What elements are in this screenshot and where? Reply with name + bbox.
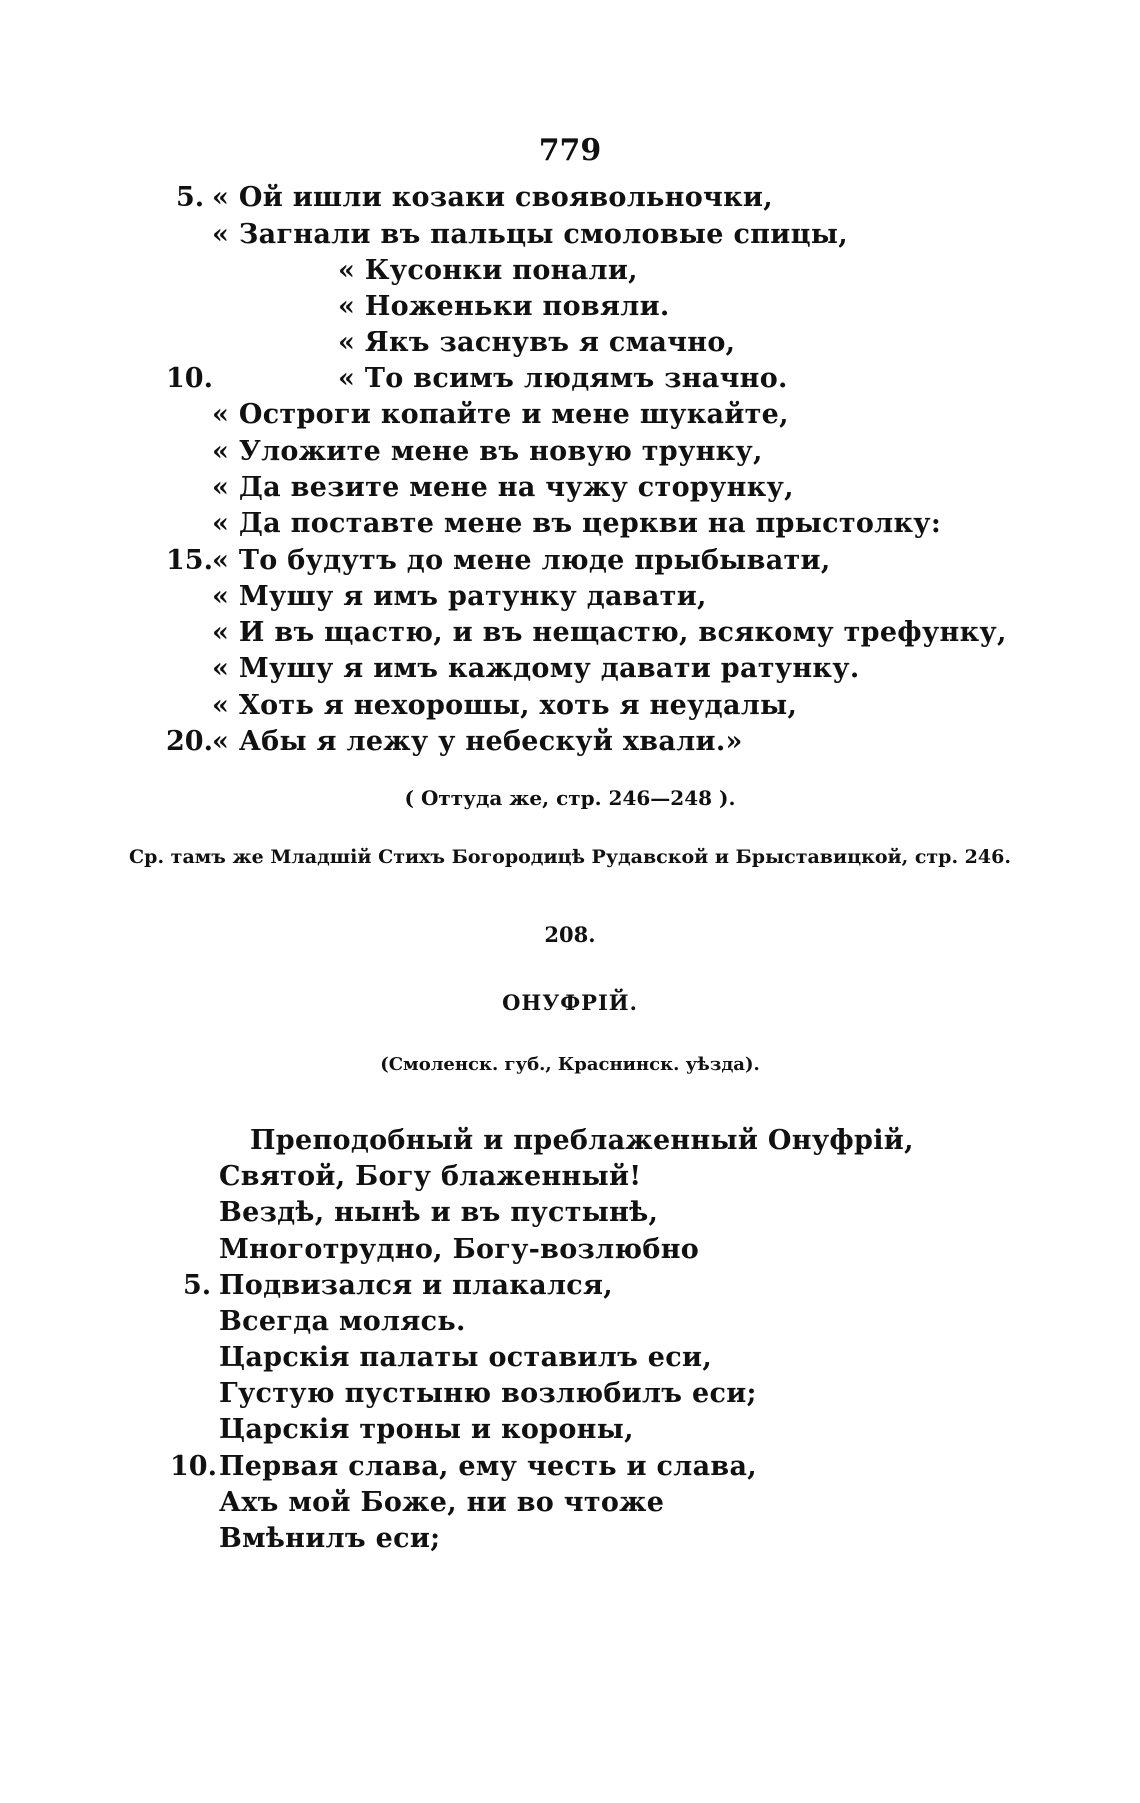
verse-line: « Кусонки понали, xyxy=(338,255,638,286)
line-number: 10. xyxy=(166,363,213,394)
verse-line: « И въ щастю, и въ нещастю, всякому трефунку, xyxy=(212,617,1007,648)
verse-line: Густую пустыню возлюбилъ еси; xyxy=(219,1378,757,1409)
verse-line: Вмѣнилъ еси; xyxy=(219,1523,441,1554)
poem-title: ОНУФРІЙ. xyxy=(502,990,638,1015)
verse-line: Первая слава, ему честь и слава, xyxy=(219,1451,757,1482)
verse-line: « Да поставте мене въ церкви на прыстолку: xyxy=(212,508,942,539)
cross-reference: Ср. тамъ же Младшій Стихъ Богородицѣ Рудавской и Брыставицкой, стр. 246. xyxy=(129,846,1011,868)
line-number: 20. xyxy=(166,726,213,757)
verse-line: Преподобный и преблаженный Онуфрій, xyxy=(250,1125,914,1156)
verse-line: « Загнали въ пальцы смоловые спицы, xyxy=(212,219,848,250)
section-number: 208. xyxy=(544,922,596,947)
verse-line: « Да везите мене на чужу сторунку, xyxy=(212,472,794,503)
verse-line: Всегда молясь. xyxy=(219,1306,466,1337)
source-note: ( Оттуда же, стр. 246—248 ). xyxy=(404,786,736,810)
verse-line: Царскія троны и короны, xyxy=(219,1414,634,1445)
line-number: 10. xyxy=(170,1451,217,1482)
verse-line: Многотрудно, Богу-возлюбно xyxy=(219,1234,700,1265)
verse-line: « Остроги копайте и мене шукайте, xyxy=(212,399,789,430)
verse-line: Вездѣ, нынѣ и въ пустынѣ, xyxy=(219,1197,659,1228)
verse-line: « То всимъ людямъ значно. xyxy=(338,363,788,394)
line-number: 5. xyxy=(176,182,205,213)
verse-line: « Якъ заснувъ я смачно, xyxy=(338,327,736,358)
region-note: (Смоленск. губ., Краснинск. уѣзда). xyxy=(380,1054,760,1075)
verse-line: « Ой ишли козаки своявольночки, xyxy=(212,182,773,213)
verse-line: « Мушу я имъ каждому давати ратунку. xyxy=(212,653,860,684)
verse-line: « То будутъ до мене люде прыбывати, xyxy=(212,545,831,576)
verse-line: « Хоть я нехорошы, хоть я неудалы, xyxy=(212,690,798,721)
verse-line: Ахъ мой Боже, ни во чтоже xyxy=(219,1487,665,1518)
verse-line: Подвизался и плакался, xyxy=(219,1270,613,1301)
verse-line: « Абы я лежу у небескуй хвали.» xyxy=(212,726,743,757)
verse-line: « Уложите мене въ новую трунку, xyxy=(212,436,763,467)
page-number: 779 xyxy=(538,133,602,168)
verse-line: Святой, Богу блаженный! xyxy=(219,1161,642,1192)
line-number: 5. xyxy=(183,1270,212,1301)
verse-line: « Мушу я имъ ратунку давати, xyxy=(212,581,707,612)
verse-line: « Ноженьки повяли. xyxy=(338,291,670,322)
verse-line: Царскія палаты оставилъ еси, xyxy=(219,1342,713,1373)
line-number: 15. xyxy=(166,545,213,576)
